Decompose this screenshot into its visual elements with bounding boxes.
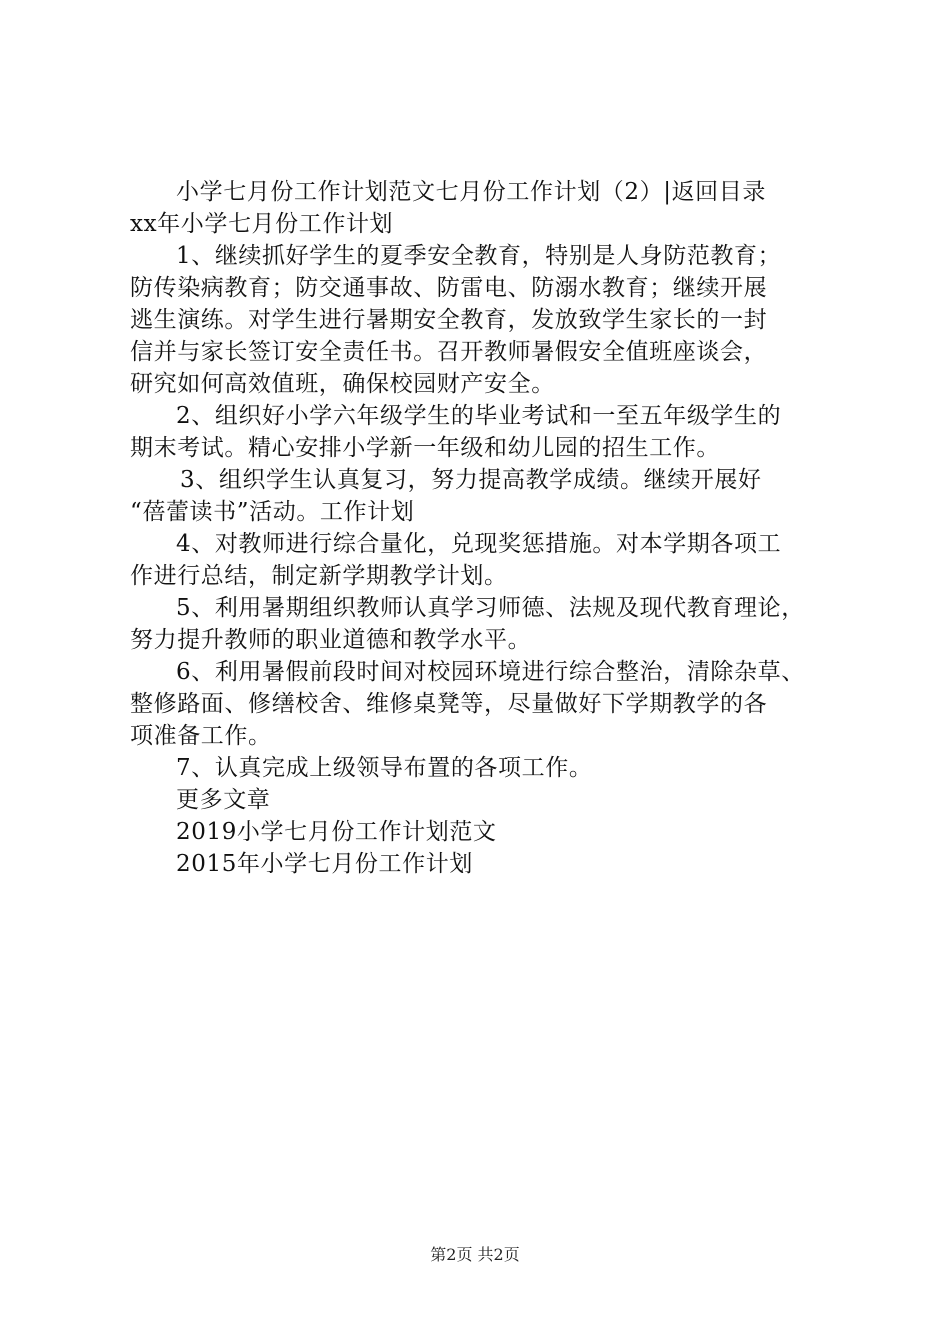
related-article-link[interactable]: 2019小学七月份工作计划范文 [176,819,497,845]
document-line: 作进行总结，制定新学期教学计划。 [130,563,508,589]
document-line: 期末考试。精心安排小学新一年级和幼儿园的招生工作。 [130,435,720,461]
page-indicator: 第2页 共2页 [430,1245,520,1264]
document-line: 7、认真完成上级领导布置的各项工作。 [176,755,593,781]
document-line: 4、对教师进行综合量化，兑现奖惩措施。对本学期各项工 [176,531,782,557]
document-line: xx年小学七月份工作计划 [130,211,394,237]
document-line: 整修路面、修缮校舍、维修桌凳等，尽量做好下学期教学的各 [130,691,768,717]
document-line: 信并与家长签订安全责任书。召开教师暑假安全值班座谈会， [130,339,768,365]
document-line: 5、利用暑期组织教师认真学习师德、法规及现代教育理论， [176,595,805,621]
document-line: 逃生演练。对学生进行暑期安全教育，发放致学生家长的一封 [130,307,768,333]
document-line: 6、利用暑假前段时间对校园环境进行综合整治，清除杂草、 [176,659,805,685]
document-line: 努力提升教师的职业道德和教学水平。 [130,627,532,653]
document-line: 小学七月份工作计划范文七月份工作计划（2）|返回目录 [176,179,766,205]
document-body [130,176,830,880]
document-line: 1、继续抓好学生的夏季安全教育，特别是人身防范教育； [176,243,782,269]
document-line: 项准备工作。 [130,723,272,749]
related-article-link[interactable]: 2015年小学七月份工作计划 [176,851,473,877]
document-line: 3、组织学生认真复习，努力提高教学成绩。继续开展好 [180,467,762,493]
more-articles-heading: 更多文章 [176,787,271,813]
document-line: “蓓蕾读书”活动。工作计划 [130,499,415,525]
document-line: 防传染病教育；防交通事故、防雷电、防溺水教育；继续开展 [130,275,768,301]
document-line: 2、组织好小学六年级学生的毕业考试和一至五年级学生的 [176,403,782,429]
document-line: 研究如何高效值班，确保校园财产安全。 [130,371,555,397]
